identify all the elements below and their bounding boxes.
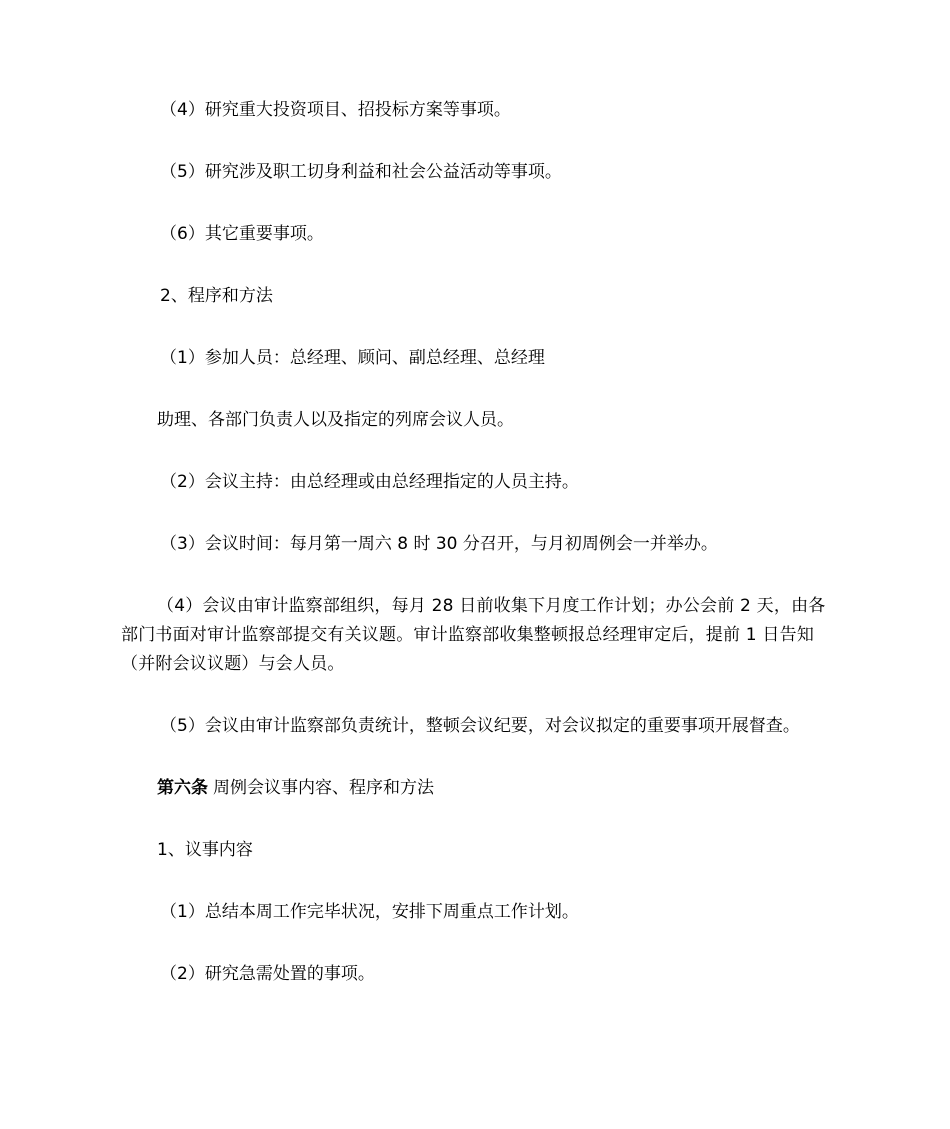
item-3-meeting-time: （3）会议时间：每月第一周六 8 时 30 分召开，与月初周例会一并举办。 [160,534,718,554]
article-6-heading [157,778,434,798]
item-1-participants-continued: 助理、各部门负责人以及指定的列席会议人员。 [157,410,514,430]
section-2-procedure-heading: 2、程序和方法 [160,286,273,306]
item-1-participants: （1）参加人员：总经理、顾问、副总经理、总经理 [160,348,545,368]
item-2-urgent-matters: （2）研究急需处置的事项。 [160,964,375,984]
article-number: 第六条 [157,778,208,798]
item-1-weekly-summary: （1）总结本周工作完毕状况，安排下周重点工作计划。 [160,902,579,922]
item-4-major-investment: （4）研究重大投资项目、招投标方案等事项。 [160,100,511,120]
item-4-meeting-organization-paragraph: （4）会议由审计监察部组织，每月 28 日前收集下月度工作计划；办公会前 2 天，由各部门书面对审计监察部提交有关议题。审计监察部收集整顿报总经理审定后，提前 1 日告知（并附会议议题）与会人员。 [121,596,826,674]
item-5-meeting-statistics: （5）会议由审计监察部负责统计，整顿会议纪要，对会议拟定的重要事项开展督查。 [160,716,800,736]
article-title: 周例会议事内容、程序和方法 [213,778,434,798]
item-6-other-matters: （6）其它重要事项。 [160,224,324,244]
item-5-employee-interests: （5）研究涉及职工切身利益和社会公益活动等事项。 [160,162,562,182]
section-1-agenda-heading: 1、议事内容 [157,840,253,860]
item-2-meeting-host: （2）会议主持：由总经理或由总经理指定的人员主持。 [160,472,579,492]
